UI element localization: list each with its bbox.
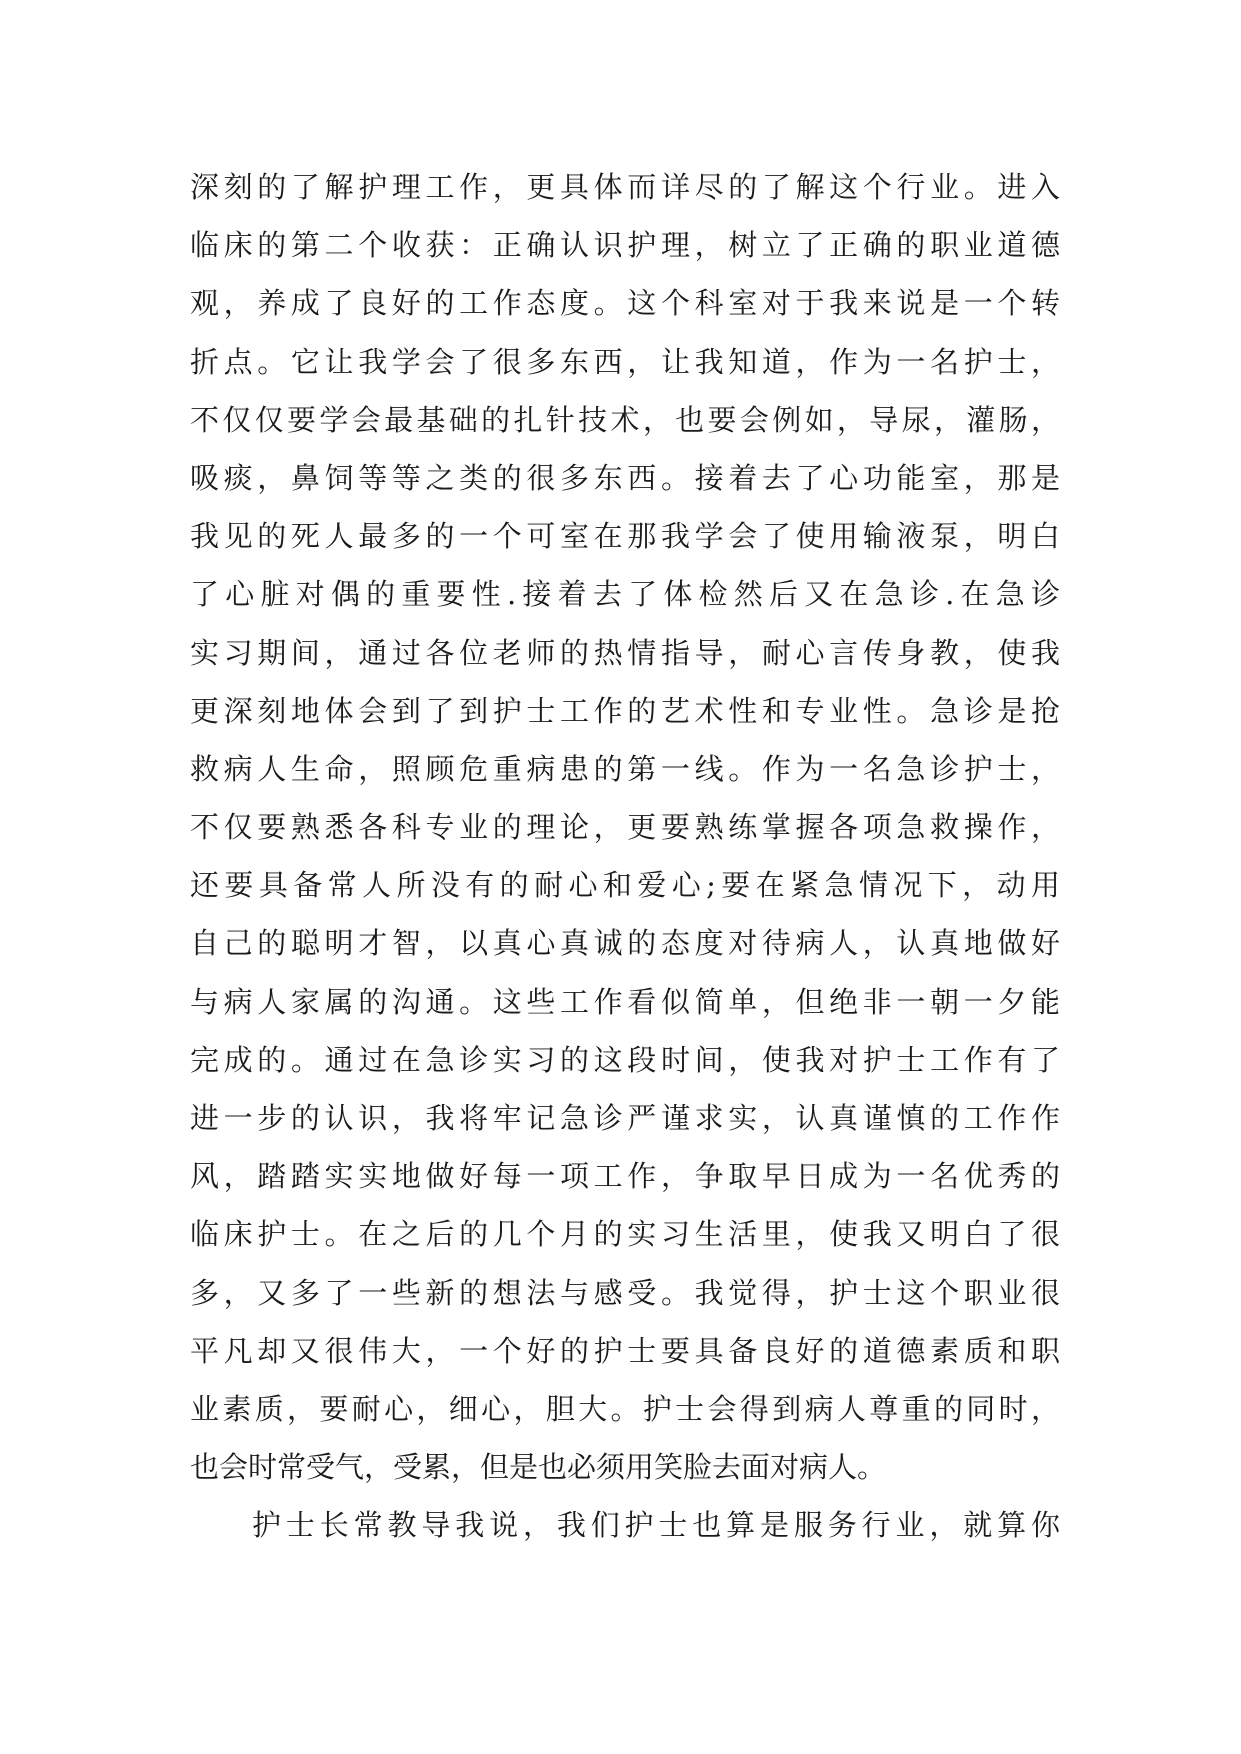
- paragraph-2: [190, 1496, 1060, 1554]
- text-line: 吸痰，鼻饲等等之类的很多东西。接着去了心功能室，那是: [190, 460, 1060, 495]
- text-line: 临床的第二个收获：正确认识护理，树立了正确的职业道德: [190, 228, 1060, 263]
- text-line: 救病人生命，照顾危重病患的第一线。作为一名急诊护士，: [190, 751, 1060, 786]
- text-line: 与病人家属的沟通。这些工作看似简单，但绝非一朝一夕能: [190, 984, 1060, 1019]
- text-line: 风，踏踏实实地做好每一项工作，争取早日成为一名优秀的: [190, 1159, 1060, 1194]
- text-line: 临床护士。在之后的几个月的实习生活里，使我又明白了很: [190, 1217, 1060, 1252]
- text-line: 观，养成了良好的工作态度。这个科室对于我来说是一个转: [190, 286, 1060, 321]
- paragraph-1: [190, 158, 1060, 1496]
- text-line: 也会时常受气，受累，但是也必须用笑脸去面对病人。: [190, 1450, 887, 1485]
- text-line: 不仅仅要学会最基础的扎针技术，也要会例如，导尿，灌肠，: [190, 402, 1060, 437]
- text-line: 还要具备常人所没有的耐心和爱心;要在紧急情况下，动用: [190, 868, 1060, 903]
- text-line: 护士长常教导我说，我们护士也算是服务行业，就算你: [252, 1508, 1060, 1543]
- text-line: 实习期间，通过各位老师的热情指导，耐心言传身教，使我: [190, 635, 1060, 670]
- text-line: 不仅要熟悉各科专业的理论，更要熟练掌握各项急救操作，: [190, 810, 1060, 845]
- text-line: 多，又多了一些新的想法与感受。我觉得，护士这个职业很: [190, 1275, 1060, 1310]
- text-line: 业素质，要耐心，细心，胆大。护士会得到病人尊重的同时，: [190, 1391, 1060, 1426]
- body-text: [190, 158, 1060, 1555]
- text-line: 平凡却又很伟大，一个好的护士要具备良好的道德素质和职: [190, 1333, 1060, 1368]
- text-line: 深刻的了解护理工作，更具体而详尽的了解这个行业。进入: [190, 170, 1060, 204]
- text-line: 折点。它让我学会了很多东西，让我知道，作为一名护士，: [190, 344, 1060, 379]
- text-line: 完成的。通过在急诊实习的这段时间，使我对护士工作有了: [190, 1042, 1060, 1077]
- text-line: 我见的死人最多的一个可室在那我学会了使用输液泵，明白: [190, 519, 1060, 554]
- text-line: 自己的聪明才智，以真心真诚的态度对待病人，认真地做好: [190, 926, 1060, 961]
- text-line: 了心脏对偶的重要性.接着去了体检然后又在急诊.在急诊: [190, 577, 1060, 612]
- text-line: 进一步的认识，我将牢记急诊严谨求实，认真谨慎的工作作: [190, 1101, 1060, 1135]
- text-line: 更深刻地体会到了到护士工作的艺术性和专业性。急诊是抢: [190, 693, 1060, 728]
